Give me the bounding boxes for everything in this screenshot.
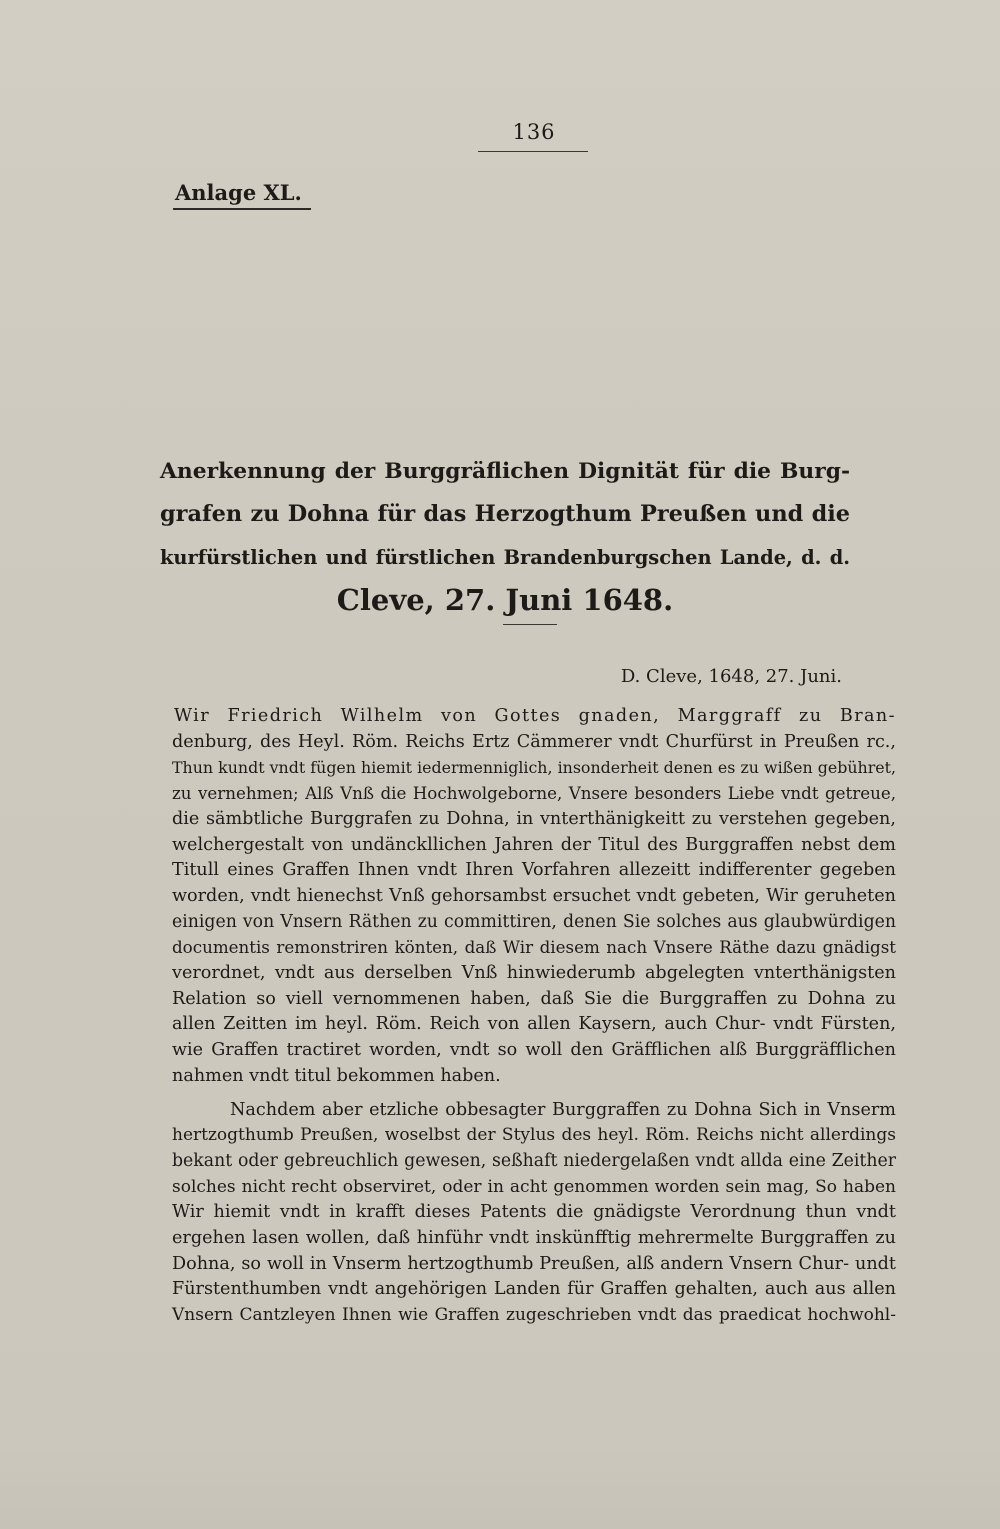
text-line: Dohna, so woll in Vnserm hertzogthumb Preußen, alß andern Vnsern Chur- undt [172,1253,896,1274]
text-line: einigen von Vnsern Räthen zu committiren, denen Sie solches aus glaubwürdigen [172,911,896,932]
page-shading [0,1440,1000,1529]
text-line: solches nicht recht observiret, oder in acht genommen worden sein mag, So haben [172,1176,896,1197]
annex-underline [173,208,311,210]
annex-label: Anlage XL. [175,180,302,205]
text-line: zu vernehmen; Alß Vnß die Hochwolgeborne, Vnsere besonders Liebe vndt getreue, [172,783,896,804]
page-number-rule [478,151,588,152]
text-line: die sämbtliche Burggrafen zu Dohna, in vnterthänigkeitt zu verstehen gegeben, [172,808,896,829]
text-line: Titull eines Graffen Ihnen vndt Ihren Vorfahren allezeitt indifferenter gegeben [172,860,896,881]
page-number: 136 [512,120,556,144]
title-line: grafen zu Dohna für das Herzogthum Preußen und die [160,501,850,527]
dateline: D. Cleve, 1648, 27. Juni. [620,666,842,687]
paragraph-2 [172,1098,896,1329]
text-line: Relation so viell vernommenen haben, daß Sie die Burggraffen zu Dohna zu [172,988,896,1009]
text-line: ergehen lasen wollen, daß hinführ vndt inskünfftig mehrermelte Burggraffen zu [172,1228,896,1249]
text-line: allen Zeitten im heyl. Röm. Reich von allen Kaysern, auch Chur- vndt Fürsten, [172,1014,896,1035]
document-title [160,450,850,622]
text-line: Wir hiemit vndt in krafft dieses Patents die gnädigste Verordnung thun vndt [172,1202,896,1223]
text-line: denburg, des Heyl. Röm. Reichs Ertz Cämmerer vndt Churfürst in Preußen rc., [172,731,896,752]
text-line: welchergestalt von undänckllichen Jahren der Titul des Burggraffen nebst dem [172,834,896,855]
paragraph-1 [172,704,896,1090]
text-line: Vnsern Cantzleyen Ihnen wie Graffen zugeschrieben vndt das praedicat hochwohl- [172,1305,896,1326]
text-line: Nachdem aber etzliche obbesagter Burggraffen zu Dohna Sich in Vnserm [230,1099,896,1120]
title-line: Anerkennung der Burggräflichen Dignität für die Burg- [160,459,850,484]
text-line: nahmen vndt titul bekommen haben. [172,1065,501,1086]
title-line: kurfürstlichen und fürstlichen Brandenburgschen Lande, d. d. [160,546,850,569]
text-line: Wir Friedrich Wilhelm von Gottes gnaden, Marggraff zu Bran- [174,706,896,726]
text-line: worden, vndt hienechst Vnß gehorsambst ersuchet vndt gebeten, Wir geruheten [172,885,896,906]
title-divider [503,624,557,625]
text-line: hertzogthumb Preußen, woselbst der Stylus des heyl. Röm. Reichs nicht allerdings [172,1125,896,1146]
text-line: bekant oder gebreuchlich gewesen, seßhaft niedergelaßen vndt allda eine Zeither [172,1150,896,1171]
document-body [172,704,896,1329]
text-line: Fürstenthumben vndt angehörigen Landen für Graffen gehalten, auch aus allen [172,1279,896,1300]
text-line: Thun kundt vndt fügen hiemit iedermenniglich, insonderheit denen es zu wißen gebühret, [172,758,896,778]
text-line: verordnet, vndt aus derselben Vnß hinwiederumb abgelegten vnterthänigsten [172,963,896,984]
text-line: documentis remonstriren könten, daß Wir diesem nach Vnsere Räthe dazu gnädigst [172,937,896,958]
text-line: wie Graffen tractiret worden, vndt so woll den Gräfflichen alß Burggräfflichen [172,1040,896,1061]
title-line: Cleve, 27. Juni 1648. [336,583,674,617]
